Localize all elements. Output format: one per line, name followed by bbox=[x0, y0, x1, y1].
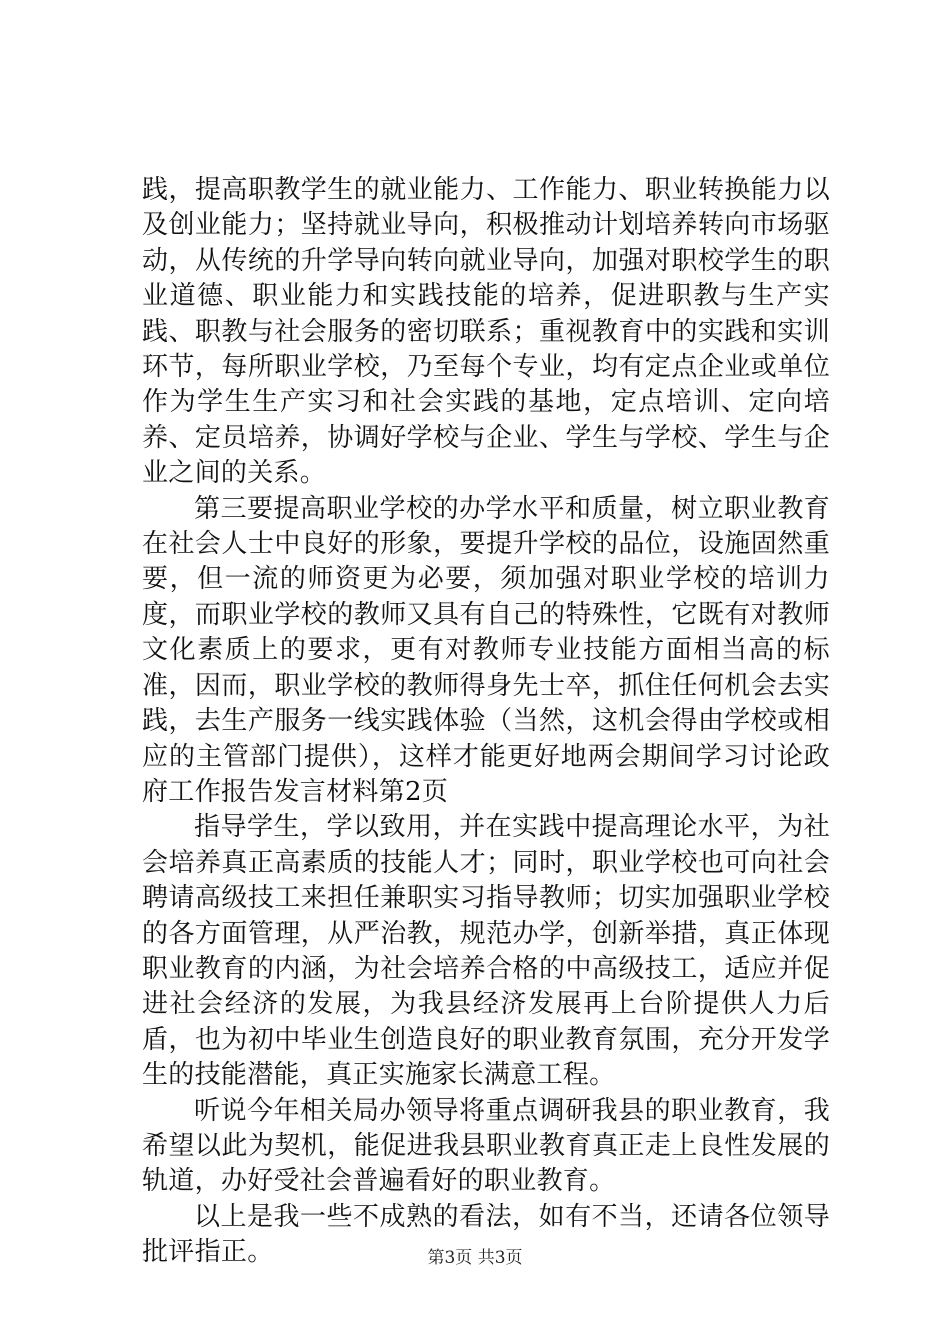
paragraph-teacher-quality: 第三要提高职业学校的办学水平和质量，树立职业教育在社会人士中良好的形象，要提升学校的品位，设施固然重要，但一流的师资更为必要，须加强对职业学校的培训力度，而职业学校的教师又具有自己的特殊性，它既有对教师文化素质上的要求，更有对教师专业技能方面相当高的标准，因而，职业学校的教师得身先士卒，抓住任何机会去实践，去生产服务一线实践体验（当然，这机会得由学校或相应的主管部门提供），这样才能更好地两会期间学习讨论政府工作报告发言材料第2页 bbox=[142, 493, 830, 807]
page-footer: 第3页 共3页 bbox=[427, 1248, 523, 1268]
document-body bbox=[142, 173, 830, 1271]
paragraph-guide-students: 指导学生，学以致用，并在实践中提高理论水平，为社会培养真正高素质的技能人才；同时，职业学校也可向社会聘请高级技工来担任兼职实习指导教师；切实加强职业学校的各方面管理，从严治教，规范办学，创新举措，真正体现职业教育的内涵，为社会培养合格的中高级技工，适应并促进社会经济的发展，为我县经济发展再上台阶提供人力后盾，也为初中毕业生创造良好的职业教育氛围，充分开发学生的技能潜能，真正实施家长满意工程。 bbox=[142, 812, 830, 1091]
paragraph-closing: 以上是我一些不成熟的看法，如有不当，还请各位领导批评指正。 bbox=[142, 1201, 830, 1268]
paragraph-research-opportunity: 听说今年相关局办领导将重点调研我县的职业教育，我希望以此为契机，能促进我县职业教育真正走上良性发展的轨道，办好受社会普遍看好的职业教育。 bbox=[142, 1095, 830, 1197]
paragraph-continuation: 践，提高职教学生的就业能力、工作能力、职业转换能力以及创业能力；坚持就业导向，积极推动计划培养转向市场驱动，从传统的升学导向转向就业导向，加强对职校学生的职业道德、职业能力和实践技能的培养，促进职教与生产实践、职教与社会服务的密切联系；重视教育中的实践和实训环节，每所职业学校，乃至每个专业，均有定点企业或单位作为学生生产实习和社会实践的基地，定点培训、定向培养、定员培养，协调好学校与企业、学生与学校、学生与企业之间的关系。 bbox=[142, 175, 830, 489]
